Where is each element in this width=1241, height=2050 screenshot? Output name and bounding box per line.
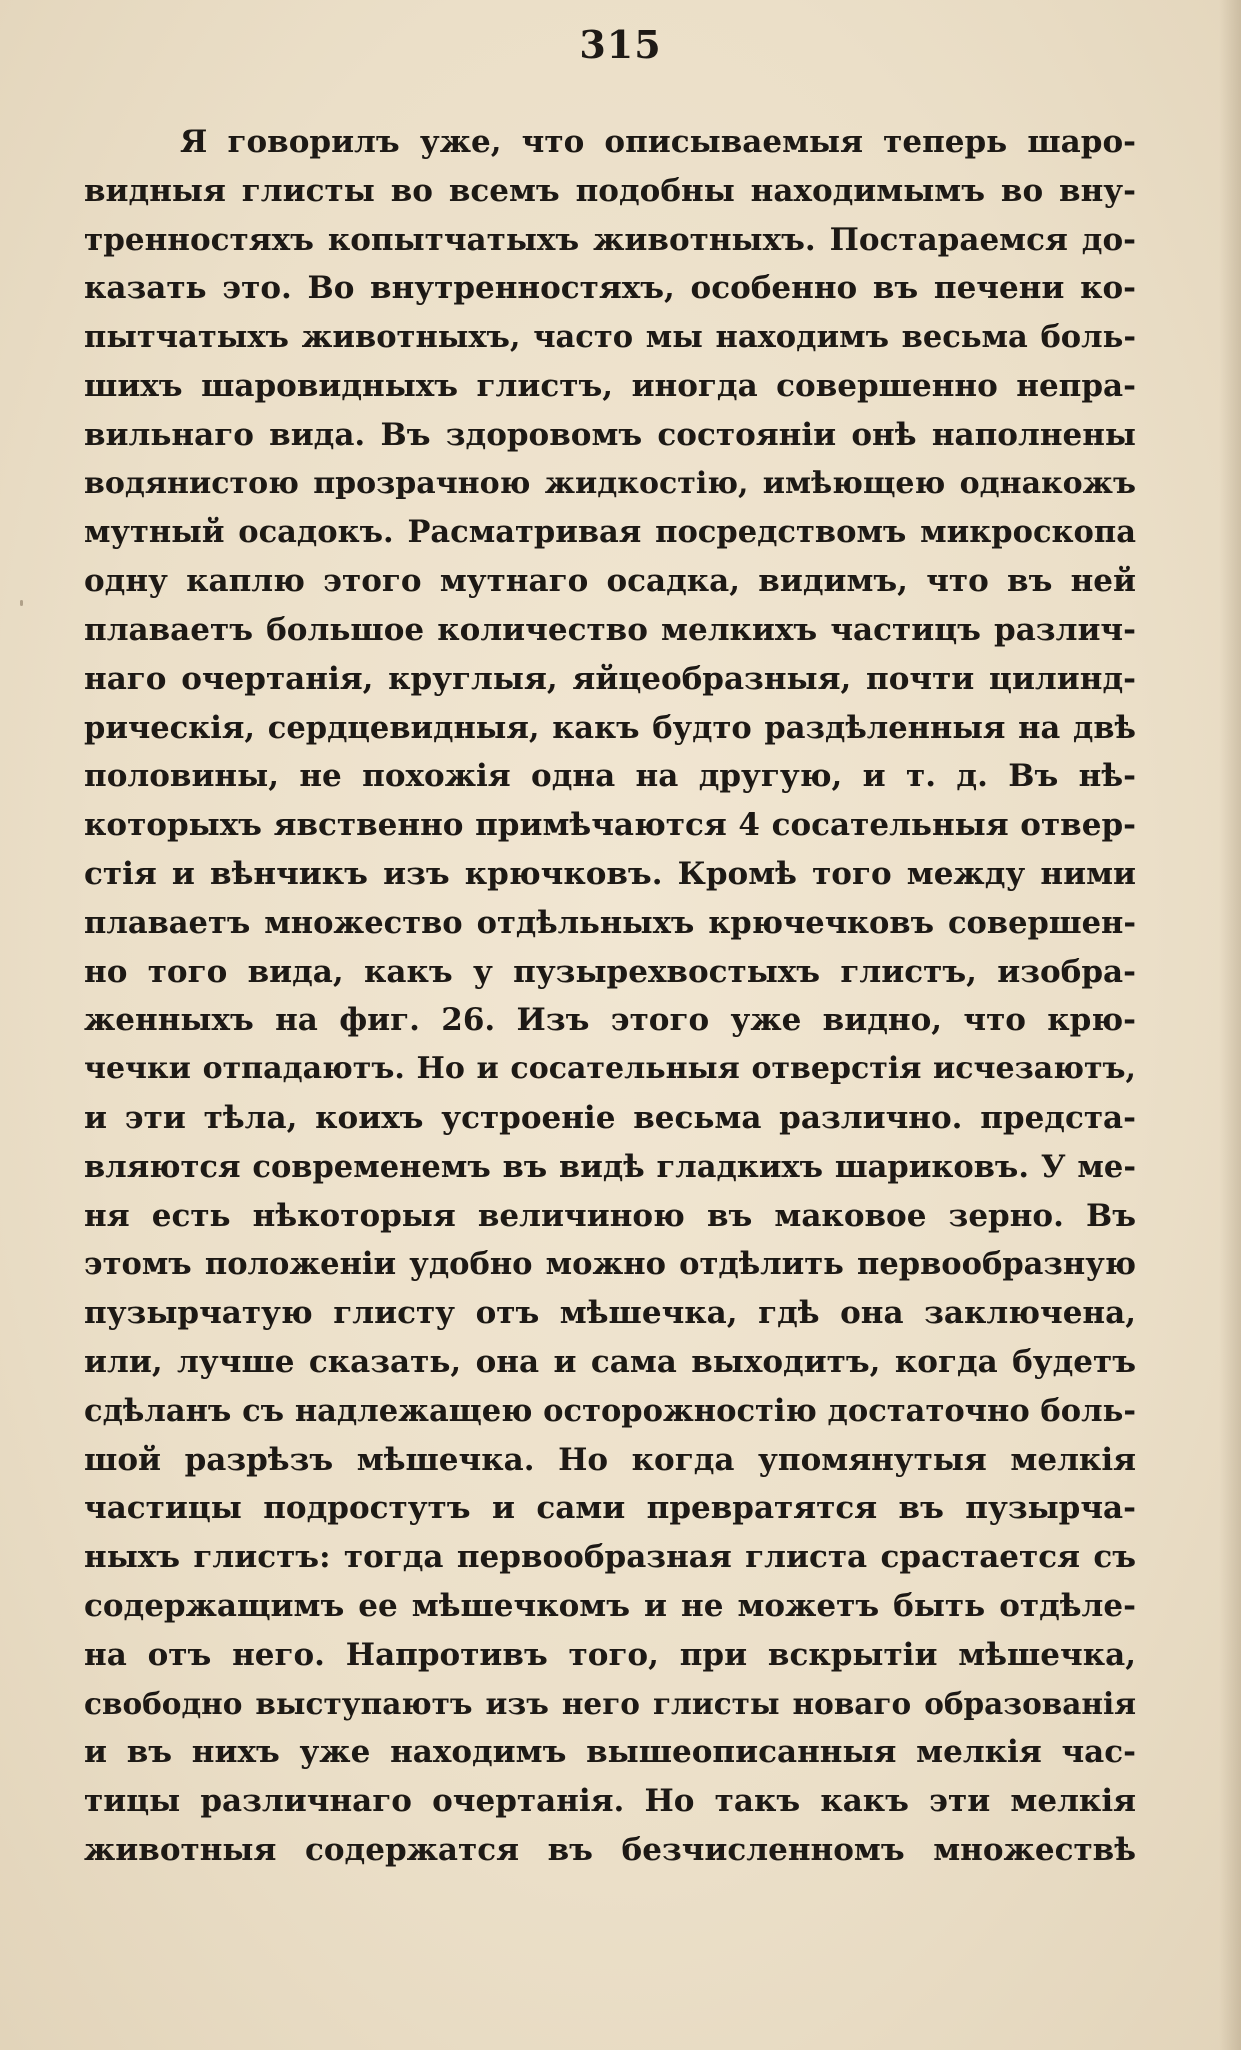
text-line: половины, не похожія одна на другую, и т. д. Въ нѣ- [84, 758, 1136, 795]
text-line: тренностяхъ копытчатыхъ животныхъ. Постараемся до- [84, 221, 1136, 258]
text-line: и эти тѣла, коихъ устроеніе весьма различно. предста- [84, 1099, 1136, 1136]
text-line: чечки отпадаютъ. Но и сосательныя отверстія исчезаютъ, [84, 1051, 1136, 1087]
text-line: или, лучше сказать, она и сама выходитъ, когда будетъ [84, 1343, 1136, 1380]
text-line: плаваетъ множество отдѣльныхъ крючечковъ совершен- [84, 904, 1136, 941]
text-line: и въ нихъ уже находимъ вышеописанныя мелкія час- [84, 1734, 1136, 1771]
text-line: ныхъ глистъ: тогда первообразная глиста срастается съ [84, 1539, 1136, 1576]
text-line: мутный осадокъ. Расматривая посредствомъ микроскопа [84, 514, 1136, 551]
text-line: ня есть нѣкоторыя величиною въ маковое зерно. Въ [84, 1197, 1136, 1234]
text-line: стія и вѣнчикъ изъ крючковъ. Кромѣ того между ними [84, 855, 1136, 892]
text-line: сдѣланъ съ надлежащею осторожностію достаточно боль- [84, 1392, 1136, 1429]
text-line: видныя глисты во всемъ подобны находимымъ во вну- [84, 172, 1136, 209]
text-line: свободно выступаютъ изъ него глисты новаго образованія [84, 1685, 1136, 1721]
text-line: на отъ него. Напротивъ того, при вскрытіи мѣшечка, [84, 1636, 1136, 1673]
text-line: водянистою прозрачною жидкостію, имѣющею однакожъ [84, 465, 1136, 501]
text-line: вильнаго вида. Въ здоровомъ состояніи онѣ наполнены [84, 416, 1136, 453]
page-number: 315 [579, 22, 662, 67]
text-line: наго очертанія, круглыя, яйцеобразныя, почти цилинд- [84, 660, 1136, 697]
text-line: Я говорилъ уже, что описываемыя теперь шаро- [180, 124, 1136, 160]
text-line: содержащимъ ее мѣшечкомъ и не можетъ быть отдѣле- [84, 1587, 1136, 1624]
text-line: рическія, сердцевидныя, какъ будто раздѣленныя на двѣ [84, 709, 1136, 746]
text-line: шихъ шаровидныхъ глистъ, иногда совершенно непра- [84, 367, 1136, 404]
text-line: этомъ положеніи удобно можно отдѣлить первообразную [84, 1246, 1136, 1283]
text-line: пузырчатую глисту отъ мѣшечка, гдѣ она заключена, [84, 1295, 1136, 1332]
text-line: тицы различнаго очертанія. Но такъ какъ эти мелкія [84, 1783, 1136, 1820]
text-line: одну каплю этого мутнаго осадка, видимъ, что въ ней [84, 563, 1136, 600]
text-line: плаваетъ большое количество мелкихъ частицъ различ- [84, 611, 1136, 648]
paper-speck [20, 600, 23, 606]
text-line: частицы подростутъ и сами превратятся въ пузырча- [84, 1490, 1136, 1527]
text-line: шой разрѣзъ мѣшечка. Но когда упомянутыя мелкія [84, 1441, 1136, 1478]
page-edge-shadow [1219, 0, 1241, 2050]
text-line: но того вида, какъ у пузырехвостыхъ глистъ, изобра- [84, 953, 1136, 990]
text-line: казать это. Во внутренностяхъ, особенно въ печени ко- [84, 270, 1136, 307]
text-line: животныя содержатся въ безчисленномъ множествѣ [84, 1831, 1136, 1868]
text-line: женныхъ на фиг. 26. Изъ этого уже видно, что крю- [84, 1002, 1136, 1039]
text-line: которыхъ явственно примѣчаются 4 сосательныя отвер- [84, 807, 1136, 844]
text-line: вляются современемъ въ видѣ гладкихъ шариковъ. У ме- [84, 1148, 1136, 1185]
body-text [84, 118, 1136, 1875]
text-line: пытчатыхъ животныхъ, часто мы находимъ весьма боль- [84, 319, 1136, 356]
